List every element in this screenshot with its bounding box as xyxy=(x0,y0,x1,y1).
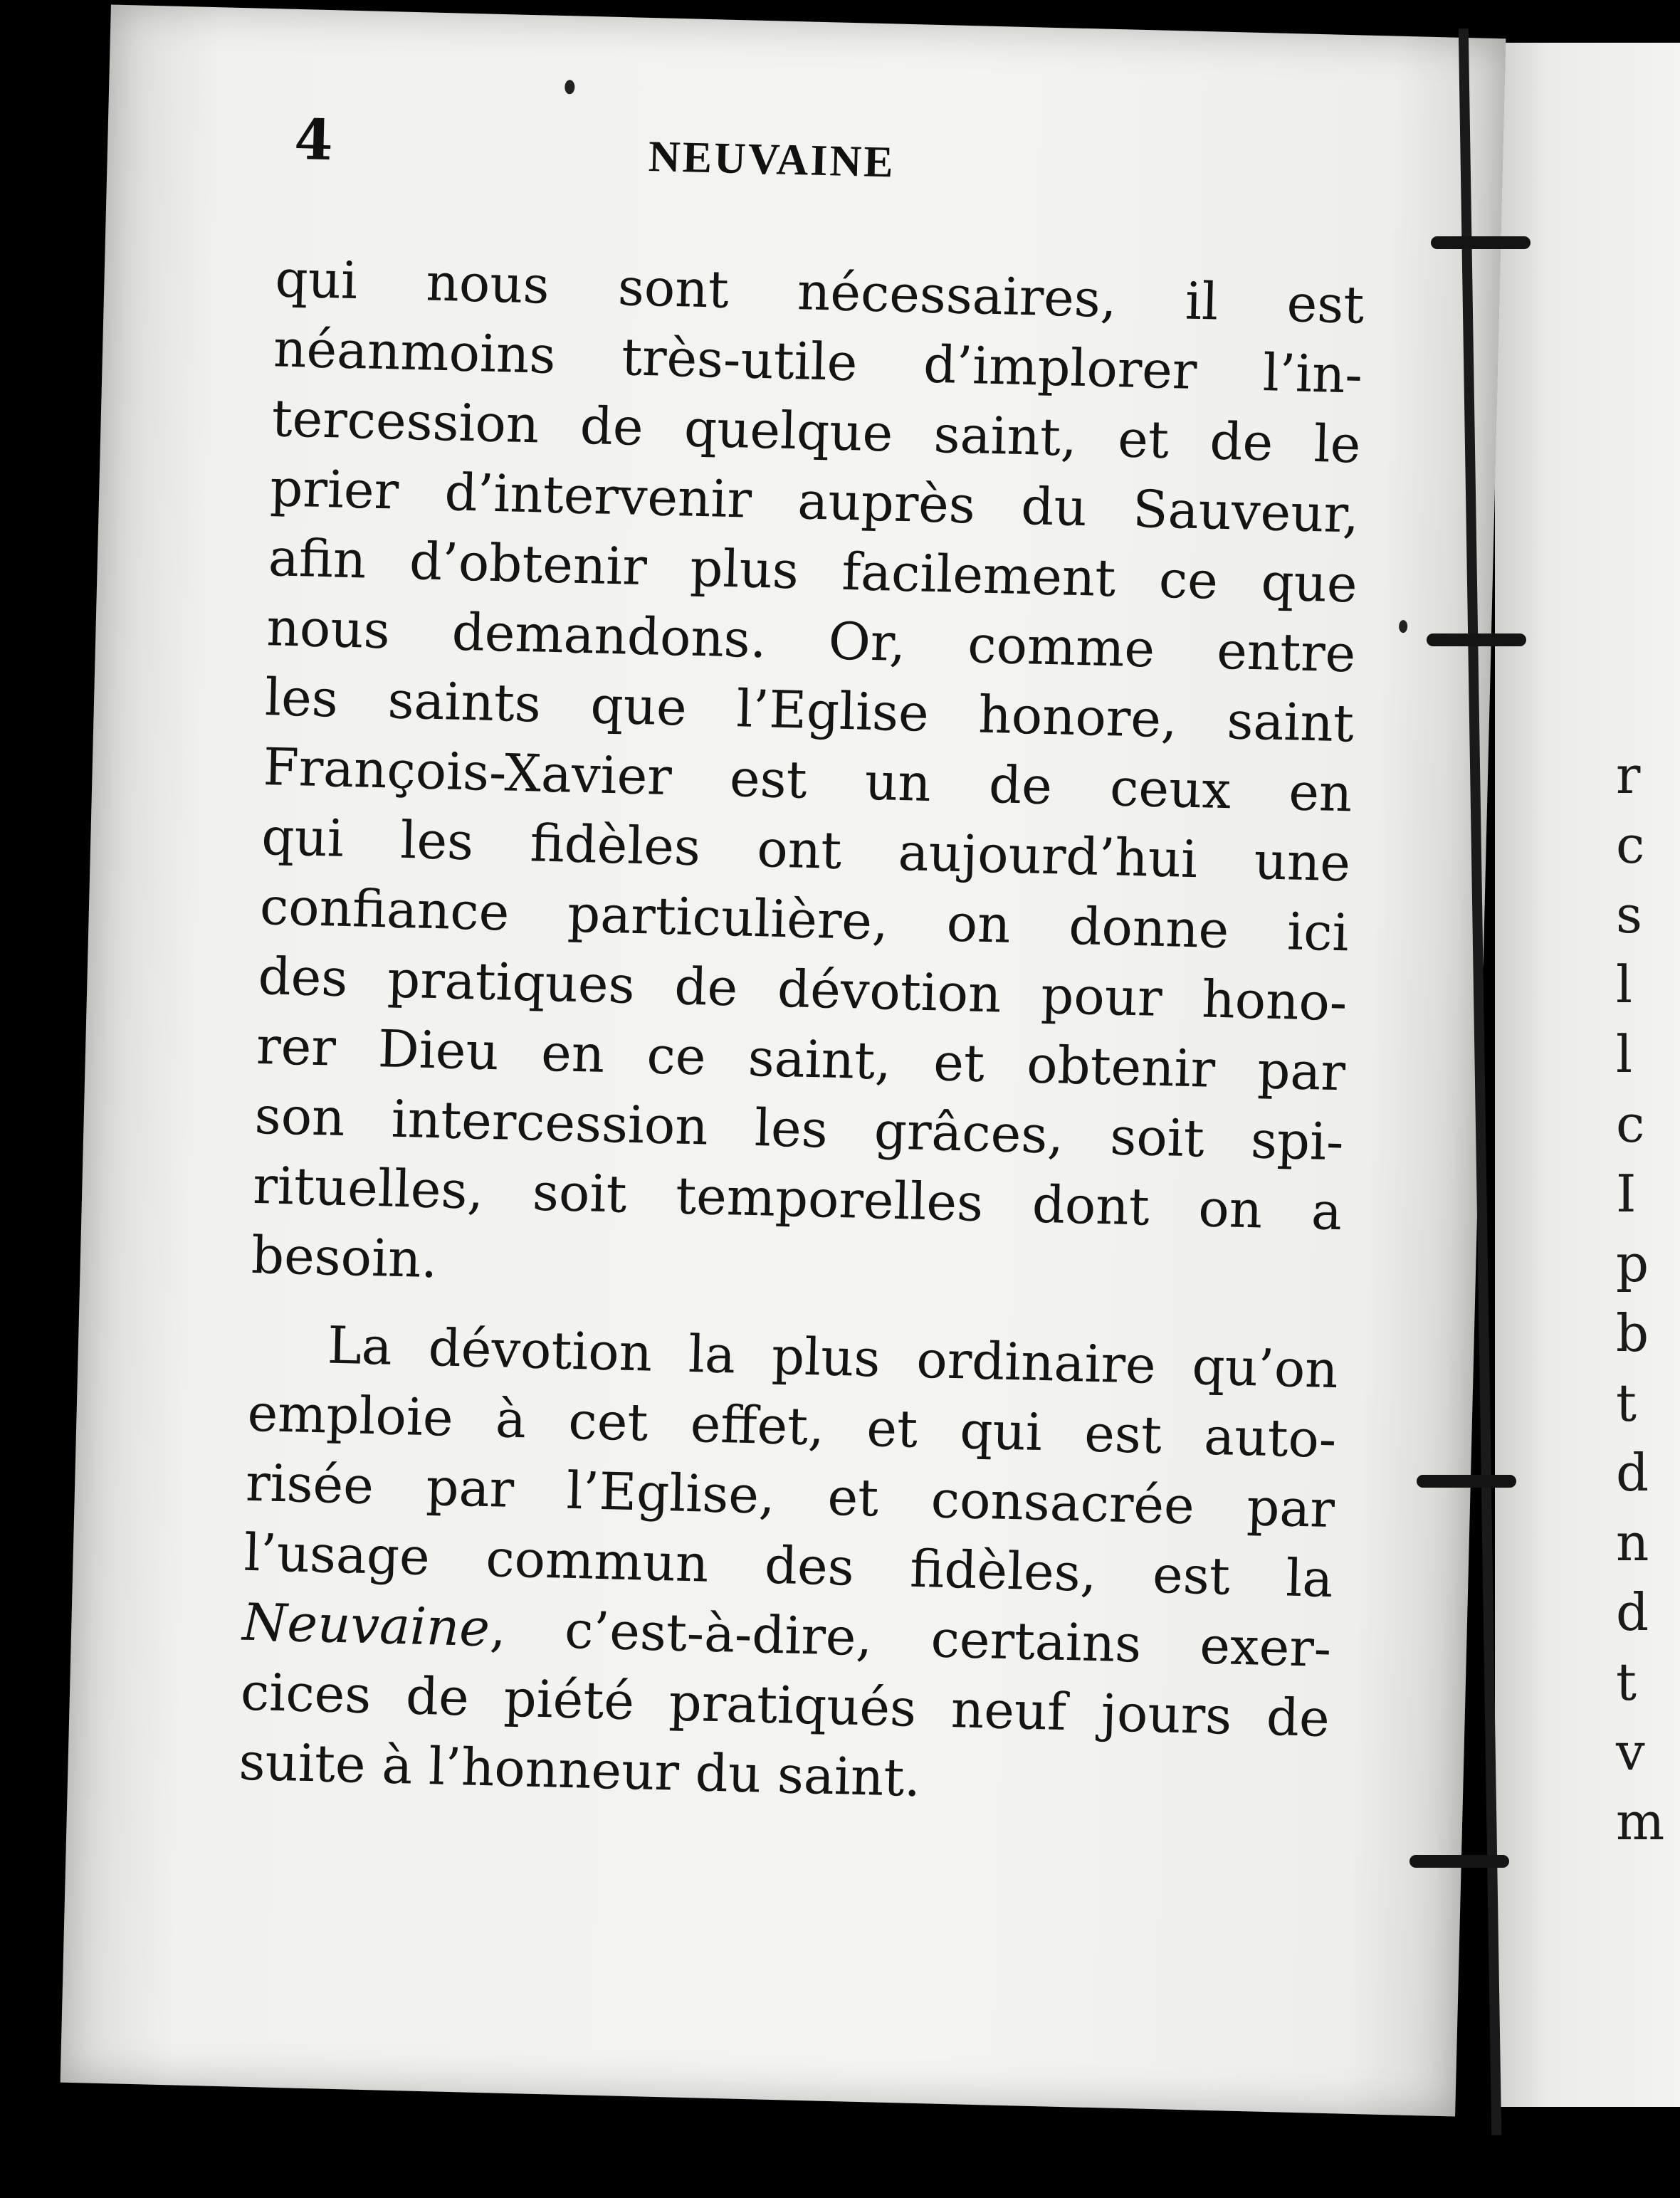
facing-letter: n xyxy=(1616,1513,1649,1572)
text-line: confiance particulière, on donne ici xyxy=(259,875,1350,963)
text-line: rituelles, soit temporelles dont on a xyxy=(252,1155,1343,1242)
facing-letter: d xyxy=(1616,1443,1649,1503)
text-line: nous demandons. Or, comme entre xyxy=(266,597,1357,684)
facing-letter: c xyxy=(1616,1094,1645,1154)
facing-letter: b xyxy=(1616,1303,1649,1363)
text-line: son intercession les grâces, soit spi- xyxy=(253,1085,1345,1172)
text-line: qui les fidèles ont aujourd’hui une xyxy=(261,806,1352,893)
paragraph-1 xyxy=(251,243,1365,1316)
binding-stitch xyxy=(1409,1855,1509,1868)
facing-letter: s xyxy=(1616,885,1642,945)
running-head: NEUVAINE xyxy=(648,132,896,187)
text-line: François-Xavier est un de ceux en xyxy=(262,737,1353,824)
facing-letter: v xyxy=(1616,1722,1645,1782)
paragraph-2 xyxy=(238,1308,1339,1823)
text-line: cices de piété pratiqués neuf jours de xyxy=(240,1661,1330,1749)
ink-speck xyxy=(1399,620,1407,633)
text-fragment: , c’est-à-dire, certains exer- xyxy=(488,1598,1333,1679)
facing-letter: m xyxy=(1616,1792,1665,1851)
binding-stitch xyxy=(1417,1475,1516,1488)
text-line: afin d’obtenir plus facilement ce que xyxy=(268,527,1358,614)
text-line: besoin. xyxy=(251,1224,439,1290)
book-page xyxy=(61,4,1506,2116)
binding-stitch xyxy=(1431,236,1531,249)
facing-page-cropped-text xyxy=(1616,740,1664,1856)
text-line: qui nous sont nécessaires, il est xyxy=(274,248,1365,335)
italic-word: Neuvaine xyxy=(241,1592,491,1658)
text-line: suite à l’honneur du saint. xyxy=(238,1731,922,1809)
text-line: risée par l’Eglise, et consacrée par xyxy=(245,1452,1335,1540)
facing-letter: p xyxy=(1616,1234,1649,1293)
text-line: rer Dieu en ce saint, et obtenir par xyxy=(256,1015,1346,1103)
text-line: emploie à cet effet, et qui est auto- xyxy=(246,1382,1338,1470)
text-line: des pratiques de dévotion pour hono- xyxy=(257,945,1348,1033)
text-line: tercession de quelque saint, et de le xyxy=(271,388,1362,475)
facing-letter: r xyxy=(1616,745,1641,805)
facing-letter: d xyxy=(1616,1582,1649,1642)
facing-letter: t xyxy=(1616,1652,1637,1712)
body-text xyxy=(238,243,1365,1823)
text-line: l’usage commun des fidèles, est la xyxy=(243,1522,1334,1609)
facing-letter: l xyxy=(1616,1024,1633,1084)
page-number: 4 xyxy=(293,107,334,174)
binding-stitch xyxy=(1427,633,1526,646)
text-line: néanmoins très-utile d’implorer l’in- xyxy=(273,318,1363,405)
ink-speck xyxy=(565,80,574,94)
text-line: prier d’intervenir auprès du Sauveur, xyxy=(269,458,1360,545)
facing-letter: t xyxy=(1616,1373,1637,1433)
facing-letter: l xyxy=(1616,955,1633,1014)
text-line: les saints que l’Eglise honore, saint xyxy=(264,667,1355,754)
text-line: La dévotion la plus ordinaire qu’on xyxy=(327,1315,1339,1400)
facing-letter: c xyxy=(1616,815,1645,875)
facing-letter: I xyxy=(1616,1164,1637,1224)
